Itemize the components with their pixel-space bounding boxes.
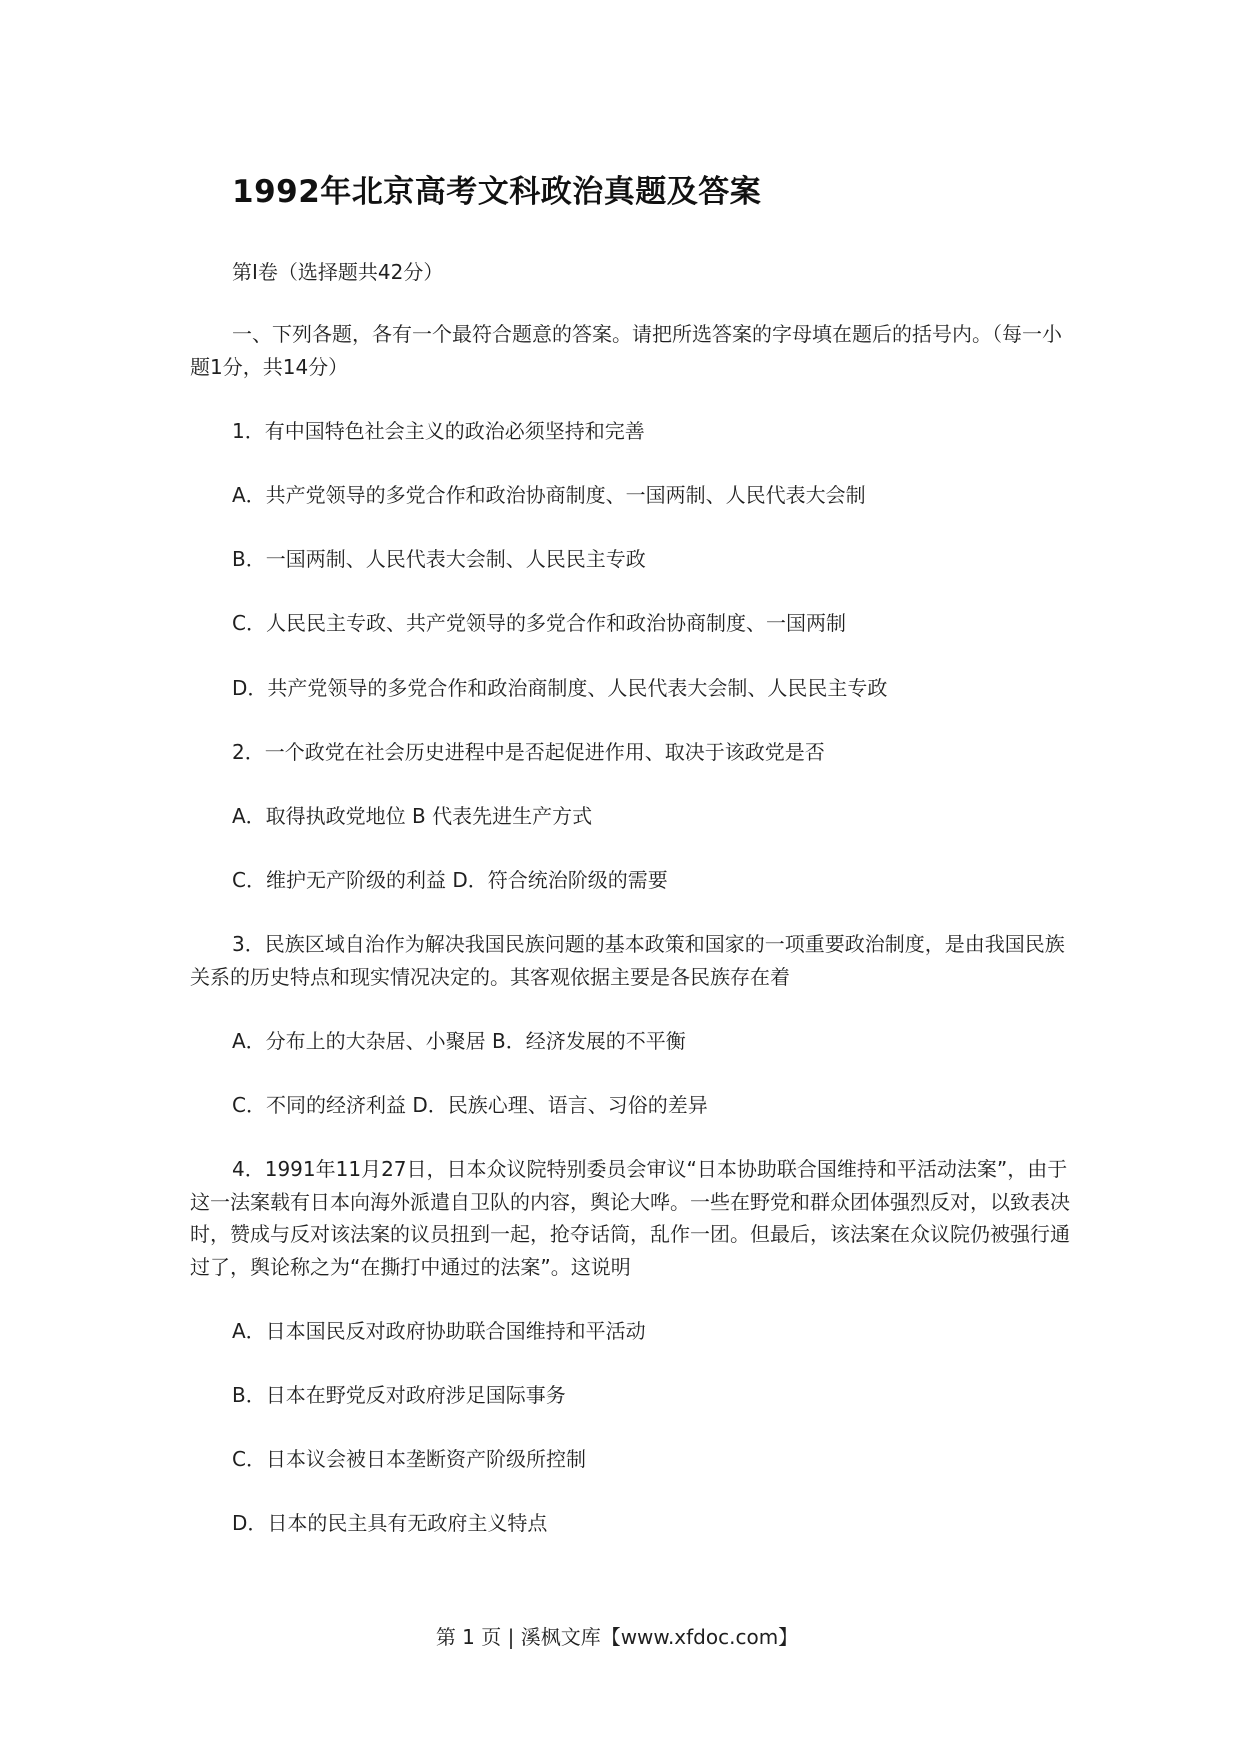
question-4-option-b: B．日本在野党反对政府涉足国际事务 <box>232 1383 566 1407</box>
question-1-option-c: C．人民民主专政、共产党领导的多党合作和政治协商制度、一国两制 <box>232 611 846 635</box>
instructions-paragraph: 一、下列各题，各有一个最符合题意的答案。请把所选答案的字母填在题后的括号内。（每一小题1分，共14分） <box>190 322 1062 379</box>
section-heading: 第Ⅰ卷（选择题共42分） <box>232 260 444 284</box>
question-1-option-a: A．共产党领导的多党合作和政治协商制度、一国两制、人民代表大会制 <box>232 483 866 507</box>
question-4-option-d: D．日本的民主具有无政府主义特点 <box>232 1511 548 1535</box>
question-4-option-a: A．日本国民反对政府协助联合国维持和平活动 <box>232 1319 646 1343</box>
question-1-stem: 1．有中国特色社会主义的政治必须坚持和完善 <box>232 419 645 443</box>
document-title: 1992年北京高考文科政治真题及答案 <box>232 174 762 210</box>
question-3-stem: 3．民族区域自治作为解决我国民族问题的基本政策和国家的一项重要政治制度，是由我国民族关系的历史特点和现实情况决定的。其客观依据主要是各民族存在着 <box>190 932 1065 989</box>
question-4-option-c: C．日本议会被日本垄断资产阶级所控制 <box>232 1447 586 1471</box>
page-footer: 第 1 页 | 溪枫文库【www.xfdoc.com】 <box>435 1625 799 1649</box>
question-2-stem: 2．一个政党在社会历史进程中是否起促进作用、取决于该政党是否 <box>232 740 825 764</box>
question-3-options-ab: A．分布上的大杂居、小聚居 B．经济发展的不平衡 <box>232 1029 686 1053</box>
question-4-stem: 4．1991年11月27日，日本众议院特别委员会审议“日本协助联合国维持和平活动法案”，由于这一法案载有日本向海外派遣自卫队的内容，舆论大哗。一些在野党和群众团体强烈反对，以致表决时，赞成与反对该法案的议员扭到一起，抢夺话筒，乱作一团。但最后，该法案在众议院仍被强行通过了，舆论称之为“在撕打中通过的法案”。这说明 <box>190 1157 1070 1279</box>
question-2-options-ab: A．取得执政党地位 B 代表先进生产方式 <box>232 804 593 828</box>
question-2-options-cd: C．维护无产阶级的利益 D．符合统治阶级的需要 <box>232 868 668 892</box>
question-3-options-cd: C．不同的经济利益 D．民族心理、语言、习俗的差异 <box>232 1093 708 1117</box>
question-1-option-d: D．共产党领导的多党合作和政治商制度、人民代表大会制、人民民主专政 <box>232 676 888 700</box>
question-1-option-b: B．一国两制、人民代表大会制、人民民主专政 <box>232 547 646 571</box>
